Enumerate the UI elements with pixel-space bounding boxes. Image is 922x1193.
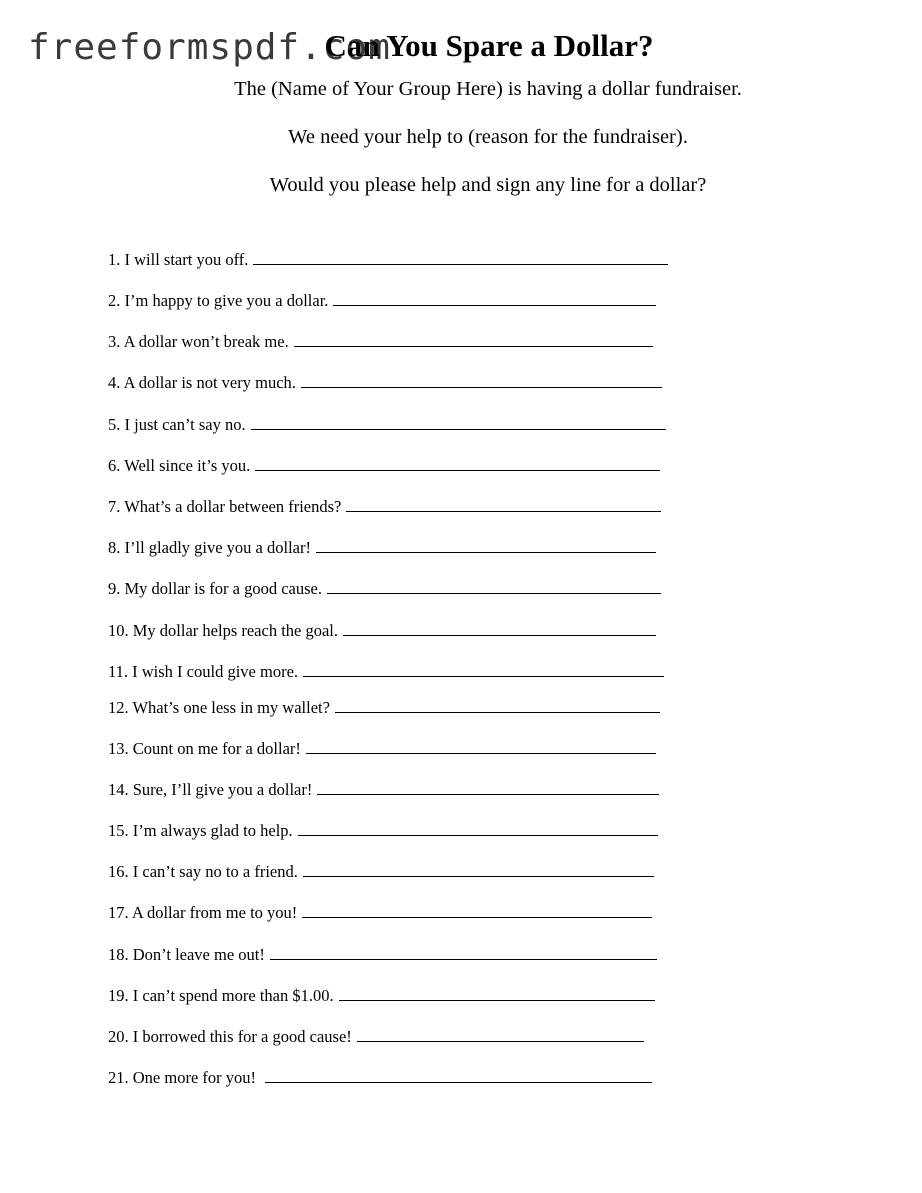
signature-line-17 [108, 903, 652, 923]
signature-line-5 [108, 415, 666, 435]
signature-line-10 [108, 621, 656, 641]
signature-blank[interactable] [357, 1027, 644, 1042]
signature-line-2 [108, 291, 656, 311]
signature-blank[interactable] [333, 291, 656, 306]
signature-blank[interactable] [270, 945, 657, 960]
signature-blank[interactable] [294, 332, 653, 347]
signature-line-label: 21. One more for you! [108, 1068, 257, 1087]
signature-line-16 [108, 862, 654, 882]
signature-line-label: 12. What’s one less in my wallet? [108, 698, 330, 717]
signature-line-3 [108, 332, 653, 352]
signature-line-label: 1. I will start you off. [108, 250, 249, 269]
intro-request-line: Would you please help and sign any line for a dollar? [269, 174, 707, 196]
signature-line-1 [108, 250, 668, 270]
signature-blank[interactable] [251, 415, 666, 430]
signature-line-label: 20. I borrowed this for a good cause! [108, 1027, 352, 1046]
signature-line-7 [108, 497, 661, 517]
signature-line-label: 18. Don’t leave me out! [108, 945, 265, 964]
signature-line-14 [108, 780, 659, 800]
signature-blank[interactable] [298, 821, 658, 836]
signature-line-9 [108, 579, 661, 599]
signature-line-13 [108, 739, 656, 759]
signature-line-21 [108, 1068, 652, 1088]
signature-line-label: 13. Count on me for a dollar! [108, 739, 301, 758]
signature-line-label: 2. I’m happy to give you a dollar. [108, 291, 329, 310]
signature-blank[interactable] [253, 250, 668, 265]
signature-line-label: 5. I just can’t say no. [108, 415, 246, 434]
signature-blank[interactable] [346, 497, 661, 512]
signature-line-4 [108, 373, 662, 393]
signature-blank[interactable] [302, 903, 652, 918]
intro-reason-line: We need your help to (reason for the fundraiser). [288, 126, 688, 148]
signature-line-label: 19. I can’t spend more than $1.00. [108, 986, 334, 1005]
signature-line-label: 8. I’ll gladly give you a dollar! [108, 538, 311, 557]
intro-group-line: The (Name of Your Group Here) is having a dollar fundraiser. [234, 78, 742, 100]
signature-line-label: 7. What’s a dollar between friends? [108, 497, 342, 516]
signature-line-label: 14. Sure, I’ll give you a dollar! [108, 780, 313, 799]
signature-blank[interactable] [265, 1068, 652, 1083]
signature-blank[interactable] [255, 456, 660, 471]
signature-blank[interactable] [301, 373, 662, 388]
watermark: freeformspdf.com [28, 27, 391, 68]
signature-blank[interactable] [343, 621, 656, 636]
signature-line-label: 16. I can’t say no to a friend. [108, 862, 298, 881]
signature-blank[interactable] [303, 662, 664, 677]
signature-line-8 [108, 538, 656, 558]
signature-line-19 [108, 986, 655, 1006]
signature-line-label: 11. I wish I could give more. [108, 662, 299, 681]
signature-line-label: 10. My dollar helps reach the goal. [108, 621, 339, 640]
signature-blank[interactable] [317, 780, 659, 795]
page-title: Can You Spare a Dollar? [324, 28, 654, 63]
signature-line-20 [108, 1027, 644, 1047]
signature-line-label: 6. Well since it’s you. [108, 456, 251, 475]
signature-line-15 [108, 821, 658, 841]
signature-blank[interactable] [327, 579, 661, 594]
signature-line-label: 3. A dollar won’t break me. [108, 332, 289, 351]
signature-blank[interactable] [316, 538, 656, 553]
signature-line-label: 9. My dollar is for a good cause. [108, 579, 322, 598]
signature-line-11 [108, 662, 664, 682]
signature-line-6 [108, 456, 660, 476]
signature-line-label: 17. A dollar from me to you! [108, 903, 298, 922]
signature-line-label: 15. I’m always glad to help. [108, 821, 293, 840]
signature-blank[interactable] [303, 862, 654, 877]
signature-blank[interactable] [306, 739, 656, 754]
signature-line-18 [108, 945, 657, 965]
signature-blank[interactable] [335, 698, 660, 713]
signature-line-12 [108, 698, 660, 718]
signature-line-label: 4. A dollar is not very much. [108, 373, 296, 392]
signature-blank[interactable] [339, 986, 655, 1001]
